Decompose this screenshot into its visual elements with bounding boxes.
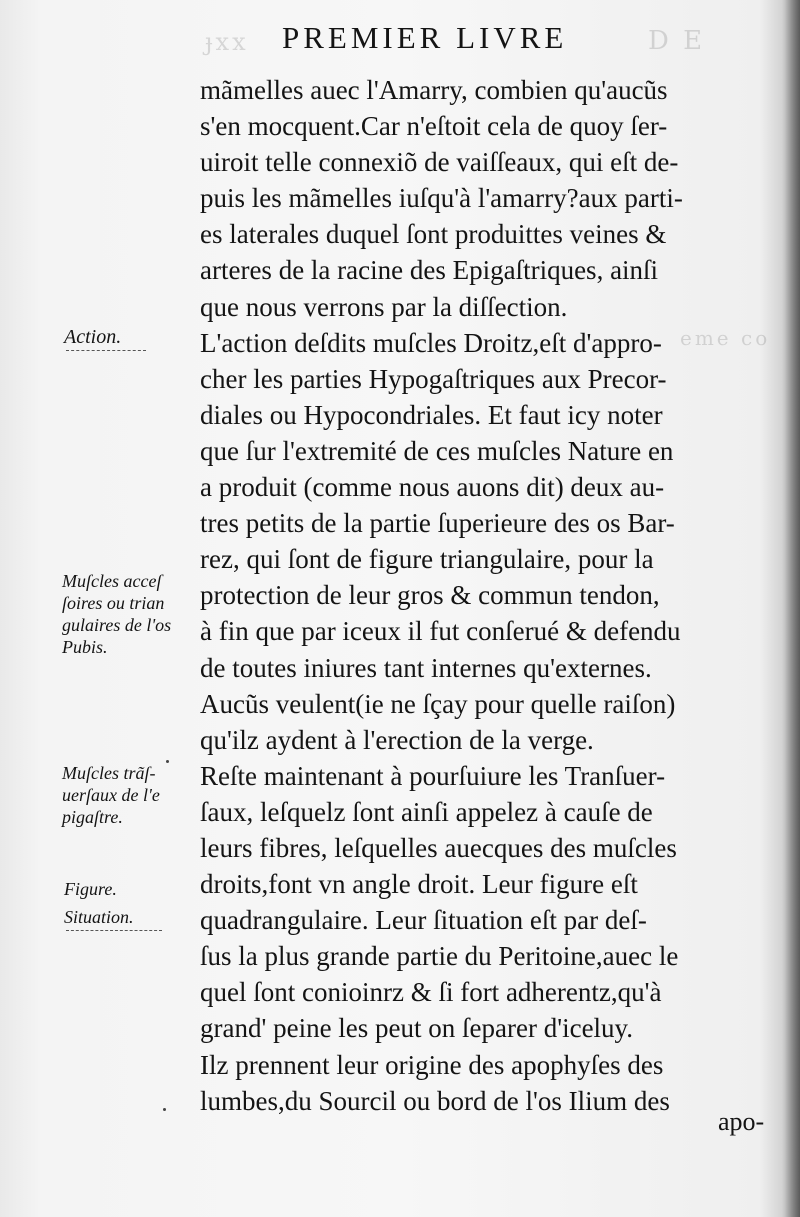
running-head: PREMIER LIVRE (282, 20, 568, 55)
margin-note-line: Muſcles trãſ- (62, 763, 156, 783)
text-line: lumbes,du Sourcil ou bord de l'os Ilium des (200, 1085, 670, 1116)
text-line: rez, qui ſont de figure triangulaire, pour la (200, 544, 654, 575)
margin-note-situation: Situation. (64, 907, 134, 927)
text-line: ſus la plus grande partie du Peritoine,auec le (200, 941, 679, 972)
note-underline (66, 350, 146, 351)
body-text (200, 72, 770, 1119)
text-line: protection de leur gros & commun tendon, (200, 580, 660, 611)
bleed-through-mark: eme co (680, 326, 771, 350)
text-line: de toutes iniures tant internes qu'externes. (200, 652, 652, 683)
text-line: diales ou Hypocondriales. Et faut icy noter (200, 399, 663, 430)
text-line: a produit (comme nous auons dit) deux au- (200, 472, 665, 503)
text-line: s'en mocquent.Car n'eſtoit cela de quoy ſer- (200, 111, 668, 142)
note-underline (66, 930, 162, 931)
text-line: arteres de la racine des Epigaſtriques, ainſi (200, 255, 659, 286)
text-line: qu'ilz aydent à l'erection de la verge. (200, 724, 594, 755)
text-line: Reſte maintenant à pourſuiure les Tranſuer- (200, 760, 666, 791)
text-line: puis les mãmelles iuſqu'à l'amarry?aux parti- (200, 183, 683, 214)
text-line: droits,font vn angle droit. Leur figure eſt (200, 869, 638, 900)
bleed-through-mark: D E (648, 26, 706, 56)
margin-note-line: ſoires ou trian (62, 593, 165, 613)
ink-speck (166, 760, 169, 763)
margin-note-figure: Figure. (64, 879, 117, 899)
margin-note-action: Action. (64, 326, 122, 348)
text-line: cher les parties Hypogaſtriques aux Precor- (200, 363, 667, 394)
text-line: quel ſont conioinrz & ſi fort adherentz,qu'à (200, 977, 662, 1008)
margin-note-transverse-muscles (62, 762, 160, 828)
text-line: tres petits de la partie ſuperieure des os Bar- (200, 508, 675, 539)
gutter-shadow (782, 0, 800, 1217)
text-line: grand' peine les peut on ſeparer d'iceluy. (200, 1013, 634, 1044)
ink-speck (163, 1108, 166, 1111)
bleed-through-mark: ɟxx (205, 28, 249, 56)
text-line: es laterales duquel ſont produittes veines & (200, 219, 667, 250)
text-line: que nous verrons par la diſſection. (200, 291, 568, 322)
catchword: apo- (718, 1107, 765, 1136)
text-line: à fin que par iceux il fut conſerué & defendu (200, 616, 681, 647)
margin-note-accessory-muscles (62, 570, 171, 658)
text-line: uiroit telle connexiõ de vaiſſeaux, qui eſt de- (200, 147, 679, 178)
margin-note-line: Muſcles acceſ (62, 571, 162, 591)
margin-note-line: uerſaux de l'e (62, 785, 160, 805)
text-line: Aucũs veulent(ie ne ſçay pour quelle raiſon) (200, 688, 676, 719)
margin-note-line: pigaſtre. (62, 807, 123, 827)
text-line: Ilz prennent leur origine des apophyſes des (200, 1049, 664, 1080)
margin-note-line: gulaires de l'os (62, 615, 172, 635)
text-line: leurs fibres, leſquelles auecques des muſcles (200, 832, 677, 863)
text-line: ſaux, leſquelz ſont ainſi appelez à cauſe de (200, 796, 653, 827)
margin-note-line: Pubis. (62, 637, 108, 657)
text-line: que ſur l'extremité de ces muſcles Nature en (200, 435, 674, 466)
text-line: mãmelles auec l'Amarry, combien qu'aucũs (200, 75, 668, 105)
text-line: quadrangulaire. Leur ſituation eſt par deſ- (200, 905, 647, 936)
text-line: L'action deſdits muſcles Droitz,eſt d'appro- (200, 327, 662, 358)
